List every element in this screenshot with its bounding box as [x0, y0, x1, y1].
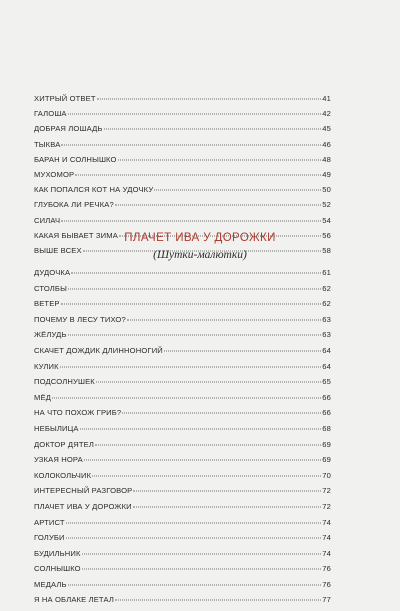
toc-entry: [34, 299, 331, 315]
toc-entry-title: ВЕТЕР: [34, 299, 60, 309]
dot-leader: [133, 491, 321, 492]
toc-entry-page: 58: [322, 245, 331, 255]
dot-leader: [60, 366, 322, 367]
toc-entry-page: 50: [322, 185, 331, 195]
dot-leader: [127, 319, 321, 320]
dot-leader: [96, 382, 321, 383]
toc-entry: [34, 346, 331, 362]
toc-entry-title: МЁД: [34, 392, 51, 402]
toc-entry: [34, 94, 331, 109]
section-subtitle: (Шутки-малютки): [153, 249, 247, 261]
toc-entry-page: 65: [322, 377, 331, 387]
dot-leader: [66, 538, 322, 539]
toc-entry: [34, 284, 331, 300]
toc-entry-page: 72: [322, 486, 331, 496]
dot-leader: [68, 584, 322, 585]
toc-entry-title: ДУДОЧКА: [34, 268, 71, 277]
toc-entry-title: ТЫКВА: [34, 139, 61, 149]
toc-entry-title: ДОБРАЯ ЛОШАДЬ: [34, 124, 103, 134]
toc-entry-title: ДОКТОР ДЯТЕЛ: [34, 439, 94, 449]
toc-entry-title: КАК ПОПАЛСЯ КОТ НА УДОЧКУ: [34, 185, 154, 195]
toc-entry-title: ВЫШЕ ВСЕХ: [34, 245, 82, 255]
toc-entry-page: 64: [322, 361, 331, 371]
toc-entry: [34, 518, 331, 534]
dot-leader: [75, 174, 321, 175]
toc-entry-page: 76: [322, 564, 331, 574]
toc-entry: [34, 408, 331, 424]
dot-leader: [68, 114, 322, 115]
dot-leader: [68, 335, 322, 336]
toc-entry: [34, 564, 331, 580]
toc-entry-page: 74: [322, 517, 331, 527]
toc-entry-title: УЗКАЯ НОРА: [34, 455, 83, 465]
dot-leader: [61, 220, 321, 221]
toc-entry-page: 45: [322, 124, 331, 134]
dot-leader: [104, 129, 322, 130]
toc-entry-title: ГЛУБОКА ЛИ РЕЧКА?: [34, 200, 114, 210]
dot-leader: [61, 144, 321, 145]
toc-entry-page: 63: [322, 314, 331, 324]
toc-entry-title: ГАЛОША: [34, 109, 67, 119]
toc-entry-title: НА ЧТО ПОХОЖ ГРИБ?: [34, 408, 122, 418]
toc-entry-page: 69: [322, 455, 331, 465]
toc-entry-page: 46: [322, 139, 331, 149]
toc-entry-page: 52: [322, 200, 331, 210]
dot-leader: [154, 190, 321, 191]
toc-entry-title: КУЛИК: [34, 361, 59, 371]
dot-leader: [95, 444, 321, 445]
toc-entry: [34, 502, 331, 518]
toc-entry: [34, 216, 331, 231]
toc-entry: [34, 549, 331, 565]
toc-entry: [34, 124, 331, 139]
toc-entry-page: 41: [322, 94, 331, 103]
toc-entry: [34, 580, 331, 596]
toc-entry: [34, 424, 331, 440]
dot-leader: [164, 350, 321, 351]
dot-leader: [82, 553, 322, 554]
toc-entry-title: МУХОМОР: [34, 169, 75, 179]
toc-entry: [34, 533, 331, 549]
dot-leader: [122, 413, 321, 414]
toc-entry-title: НЕБЫЛИЦА: [34, 423, 79, 433]
toc-entry-page: 56: [322, 230, 331, 240]
toc-entry-page: 48: [322, 154, 331, 164]
dot-leader: [68, 288, 321, 289]
toc-entry: [34, 455, 331, 471]
toc-entry: [34, 393, 331, 409]
toc-entry: [34, 486, 331, 502]
toc-entry-title: ПОЧЕМУ В ЛЕСУ ТИХО?: [34, 314, 126, 324]
toc-entry: [34, 268, 331, 284]
toc-entry-page: 62: [322, 283, 331, 293]
toc-list-bottom: [34, 268, 331, 611]
toc-entry-title: Я НА ОБЛАКЕ ЛЕТАЛ: [34, 595, 114, 605]
toc-entry-page: 66: [322, 408, 331, 418]
toc-entry-title: АРТИСТ: [34, 517, 65, 527]
toc-entry: [34, 315, 331, 331]
toc-entry-page: 66: [322, 392, 331, 402]
dot-leader: [80, 428, 322, 429]
dot-leader: [115, 600, 321, 601]
dot-leader: [52, 397, 321, 398]
toc-entry-title: СОЛНЫШКО: [34, 564, 81, 574]
dot-leader: [61, 304, 322, 305]
dot-leader: [66, 522, 322, 523]
toc-entry-page: 69: [322, 439, 331, 449]
toc-entry-title: БУДИЛЬНИК: [34, 548, 81, 558]
toc-entry: [34, 109, 331, 124]
toc-entry-title: ГОЛУБИ: [34, 533, 65, 543]
toc-entry-page: 61: [322, 268, 331, 277]
toc-entry-title: СТОЛБЫ: [34, 283, 67, 293]
toc-entry-page: 42: [322, 109, 331, 119]
toc-entry: [34, 155, 331, 170]
toc-entry-page: 74: [322, 533, 331, 543]
toc-entry-title: КАКАЯ БЫВАЕТ ЗИМА: [34, 230, 118, 240]
toc-entry-title: КОЛОКОЛЬЧИК: [34, 470, 92, 480]
toc-entry-title: СИЛАЧ: [34, 215, 61, 225]
toc-entry-page: 74: [322, 548, 331, 558]
dot-leader: [84, 460, 321, 461]
toc-entry-page: 63: [322, 330, 331, 340]
toc-entry: [34, 440, 331, 456]
toc-entry-title: ХИТРЫЙ ОТВЕТ: [34, 94, 96, 103]
toc-entry: [34, 595, 331, 611]
toc-entry: [34, 377, 331, 393]
toc-entry-title: ИНТЕРЕСНЫЙ РАЗГОВОР: [34, 486, 133, 496]
toc-entry-page: 49: [322, 169, 331, 179]
toc-entry-page: 70: [322, 470, 331, 480]
toc-entry-page: 68: [322, 423, 331, 433]
toc-entry: [34, 200, 331, 215]
dot-leader: [97, 99, 322, 100]
toc-entry-title: ЖЁЛУДЬ: [34, 330, 67, 340]
toc-entry-title: МЕДАЛЬ: [34, 579, 67, 589]
toc-entry-title: ПОДСОЛНУШЕК: [34, 377, 95, 387]
toc-entry: [34, 471, 331, 487]
dot-leader: [82, 569, 322, 570]
toc-entry-page: 76: [322, 579, 331, 589]
dot-leader: [118, 159, 322, 160]
toc-entry: [34, 170, 331, 185]
dot-leader: [133, 506, 322, 507]
toc-entry: [34, 362, 331, 378]
toc-entry: [34, 330, 331, 346]
toc-entry-page: 64: [322, 345, 331, 355]
toc-entry: [34, 140, 331, 155]
toc-entry-page: 62: [322, 299, 331, 309]
toc-entry: [34, 185, 331, 200]
toc-entry-title: СКАЧЕТ ДОЖДИК ДЛИННОНОГИЙ: [34, 345, 163, 355]
toc-entry-page: 77: [322, 595, 331, 605]
toc-entry-title: БАРАН И СОЛНЫШКО: [34, 154, 117, 164]
dot-leader: [92, 475, 321, 476]
dot-leader: [115, 205, 321, 206]
dot-leader: [71, 273, 321, 274]
toc-entry-page: 54: [322, 215, 331, 225]
toc-entry-page: 72: [322, 501, 331, 511]
section-title: ПЛАЧЕТ ИВА У ДОРОЖКИ: [124, 232, 276, 244]
toc-entry-title: ПЛАЧЕТ ИВА У ДОРОЖКИ: [34, 501, 132, 511]
